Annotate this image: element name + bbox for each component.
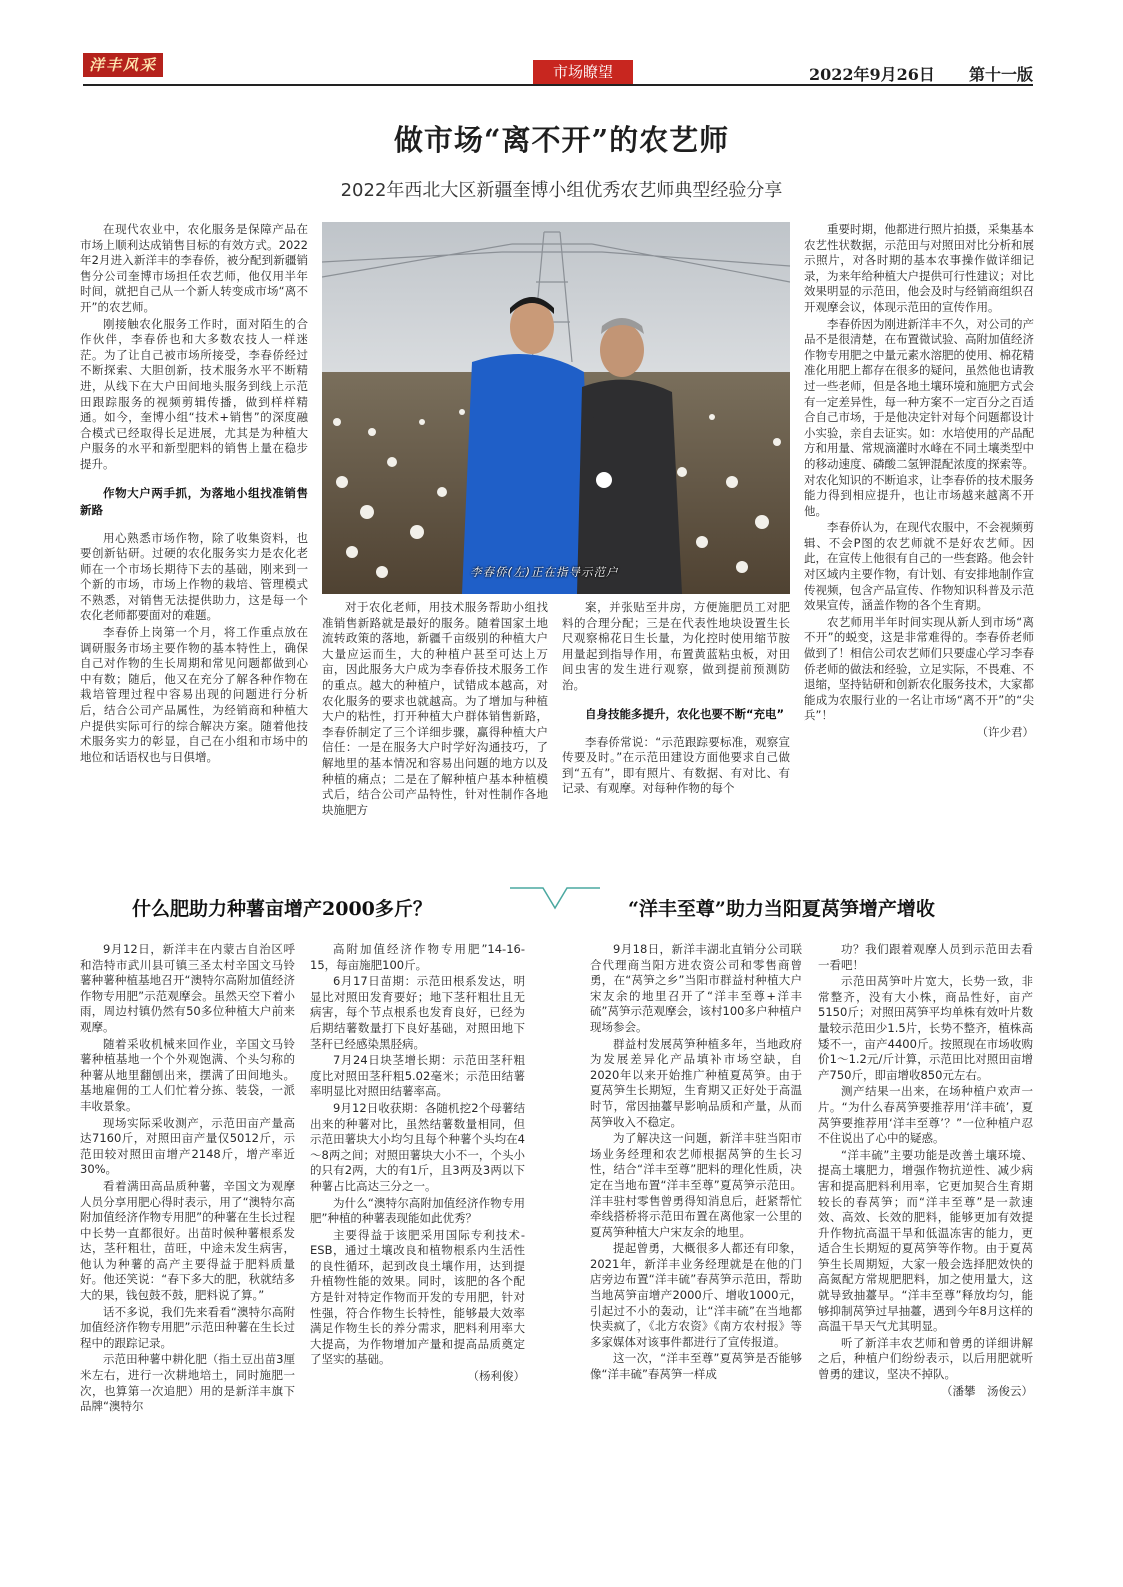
paragraph: 李春侨认为，在现代农服中，不会视频剪辑、不会P图的农艺师就不是好农艺师。因此，在宣传上他很有自己的一些套路。他会针对区域内主要作物，有计划、有安排地制作宣传视频，包含产品宣传、作物知识科普及示范效果宣传，涵盖作物的各个生育期。	[804, 520, 1034, 613]
paragraph: 6月17日苗期：示范田根系发达，明显比对照田发育要好；地下茎秆粗壮且无病害，每个节点根系也发育良好，已经为后期结薯数量打下良好基础，对照田地下茎秆已经感染黑胫病。	[310, 974, 525, 1051]
paragraph: 随着采收机械来回作业，辛国文马铃薯种植基地一个个外观饱满、个头匀称的种薯从地里翻刨出来，摆满了田间地头。基地雇佣的工人们忙着分拣、装袋，一派丰收景象。	[80, 1036, 295, 1113]
paragraph: 案，并张贴至井房，方便施肥员工对肥料的合理分配；三是在代表性地块设置生长尺观察棉花日生长量，为化控时使用缩节胺用量起到指导作用，布置黄蓝粘虫板，对田间虫害的发生进行观察，做到提前预测防治。	[562, 600, 790, 692]
paragraph: 对于农化老师，用技术服务帮助小组找准销售新路就是最好的服务。随着国家土地流转政策的落地，新疆千亩级别的种植大户大量应运而生，大的种植户甚至可达上万亩，因此服务大户成为李春侨技术服务工作的重点。越大的种植户，试错成本越高，对农化服务的要求也就越高。为了增加与种植大户的粘性，打开种植大户群体销售新路，李春侨制定了三个详细步骤，赢得种植大户信任：一是在服务大户时学好沟通技巧，了解地里的基本情况和容易出问题的地方以及种植的痛点；二是在了解种植户基本种植模式后，结合公司产品特性，针对性制作各地块施肥方	[322, 600, 548, 817]
paragraph: 听了新洋丰农艺师和曾勇的详细讲解之后，种植户们纷纷表示，以后用肥就听曾勇的建议，坚决不掉队。	[818, 1335, 1033, 1382]
paragraph: 刚接触农化服务工作时，面对陌生的合作伙伴，李春侨也和大多数农技人一样迷茫。为了让自己被市场所接受，李春侨经过不断探索、大胆创新，技术服务水平不断精进，从线下在大户田间地头服务到线上示范田跟踪服务的视频剪辑传播，做到样样精通。如今，奎博小组“技术+销售”的深度融合模式已经取得长足进展，尤其是为种植大户服务的水平和新型肥料的销售上量在稳步提升。	[80, 316, 308, 471]
main-article-subtitle: 2022年西北大区新疆奎博小组优秀农艺师典型经验分享	[340, 180, 783, 201]
article2-title: 什么肥助力种薯亩增产2000多斤？	[132, 898, 432, 920]
article3-col-2	[818, 942, 1033, 1400]
paragraph: 9月18日，新洋丰湖北直销分公司联合代理商当阳方进农资公司和零售商曾勇，在“莴笋之乡”当阳市群益村种植大户宋友余的地里召开了“洋丰至尊+洋丰硫”莴笋示范观摩会，该村100多户种植户现场参会。	[590, 942, 802, 1034]
paragraph: 高附加值经济作物专用肥”14-16-15，每亩施肥100斤。	[310, 942, 525, 972]
paragraph: 为了解决这一问题，新洋丰驻当阳市场业务经理和农艺师根据莴笋的生长习性，结合“洋丰至尊”肥料的理化性质，决定在当地布置“洋丰至尊”夏莴笋示范田。洋丰驻村零售曾勇得知消息后，赶紧帮忙牵线搭桥将示范田布置在离他家一公里的夏莴笋种植大户宋友余的地里。	[590, 1131, 802, 1239]
paragraph: 话不多说，我们先来看看“澳特尔高附加值经济作物专用肥”示范田种薯在生长过程中的跟踪记录。	[80, 1304, 295, 1350]
paragraph: 9月12日收获期：各随机挖2个母薯结出来的种薯对比，虽然结薯数量相同，但示范田薯块大小均匀且每个种薯个头均在4～8两之间；对照田薯块大小不一，个头小的只有2两，大的有1斤，且3两及3两以下种薯占比高达三分之一。	[310, 1100, 525, 1193]
paragraph: 测产结果一出来，在场种植户欢声一片。“为什么春莴笋要推荐用‘洋丰硫’，夏莴笋要推荐用‘洋丰至尊’？”一位种植户忍不住说出了心中的疑惑。	[818, 1084, 1033, 1146]
article2-col-1	[80, 942, 295, 1416]
paragraph: 现场实际采收测产，示范田亩产量高达7160斤，对照田亩产量仅5012斤，示范田较对照田亩增产2148斤，增产率近30%。	[80, 1115, 295, 1177]
paragraph: 示范田种薯中耕化肥（指土豆出苗3厘米左右，进行一次耕地培土，同时施肥一次，也算第一次追肥）用的是新洋丰旗下品牌“澳特尔	[80, 1352, 295, 1414]
photo-caption: 李春侨(左)正在指导示范户	[470, 565, 619, 579]
paragraph: 为什么“澳特尔高附加值经济作物专用肥”种植的种薯表现能如此优秀？	[310, 1195, 525, 1226]
paragraph: 9月12日，新洋丰在内蒙古自治区呼和浩特市武川县可镇三圣太村辛国文马铃薯种薯种植基地召开“澳特尔高附加值经济作物专用肥”示范观摩会。虽然天空下着小雨，周边村镇仍然有50多位种植大户前来观摩。	[80, 942, 295, 1034]
paragraph: 主要得益于该肥采用国际专利技术-ESB，通过土壤改良和植物根系内生活性的良性循环，起到改良土壤作用，达到提升植物性能的效果。同时，该肥的各个配方是针对特定作物而开发的专用肥，针对性强，符合作物生长特性，能够最大效率满足作物生长的养分需求，肥料利用率大大提高，为作物增加产量和提高品质奠定了坚实的基础。	[310, 1227, 525, 1367]
paragraph: “洋丰硫”主要功能是改善土壤环境、提高土壤肥力，增强作物抗逆性、减少病害和提高肥料利用率，它更加契合生育期较长的春莴笋；而“洋丰至尊”是一款速效、高效、长效的肥料，能够更加有效提升作物抗高温干旱和低温冻害的能力，更适合生长期短的夏莴笋等作物。由于夏莴笋生长周期短，大家一般会选择肥效快的高氮配方常规肥肥料，加之使用量大，这就导致抽薹早。“洋丰至尊”释放均匀，能够抑制莴笋过早抽薹，遇到今年8月这样的高温干旱天气尤其明显。	[818, 1147, 1033, 1334]
paragraph: 提起曾勇，大概很多人都还有印象，2021年，新洋丰业务经理就是在他的门店旁边布置“洋丰硫”春莴笋示范田，帮助当地莴笋亩增产2000斤、增收1000元，引起过不小的轰动，让“洋丰硫”在当地都快卖疯了，《北方农资》《南方农村报》等多家媒体对该事件都进行了宣传报道。	[590, 1241, 802, 1349]
page-number: 第十一版	[968, 65, 1033, 84]
paragraph: 看着满田高品质种薯，辛国文为观摩人员分享用肥心得时表示，用了“澳特尔高附加值经济作物专用肥”的种薯在生长过程中长势一直都很好。出苗时候种薯根系发达，茎秆粗壮，苗旺，中途未发生病害，他认为种薯的高产主要得益于肥料质量好。他还笑说：“春下多大的肥，秋就结多大的果，钱包鼓不鼓，肥料说了算。”	[80, 1178, 295, 1303]
section-subhead: 自身技能多提升，农化也要不断“充电”	[585, 706, 785, 721]
article3-col-1	[590, 942, 802, 1384]
section-subhead: 作物大户两手抓，为落地小组找准销售新路	[80, 485, 308, 517]
article2-col-2	[310, 942, 525, 1386]
paragraph: 在现代农业中，农化服务是保障产品在市场上顺利达成销售目标的有效方式。2022年2月进入新洋丰的李春侨，被分配到新疆销售分公司奎博市场担任农艺师，他仅用半年时间，就把自己从一个新人转变成市场“离不开”的农艺师。	[80, 222, 308, 314]
paragraph: 用心熟悉市场作物，除了收集资料，也要创新钻研。过硬的农化服务实力是农化老师在一个市场长期待下去的基础，刚来到一个新的市场，市场上作物的栽培、管理模式不熟悉，对销售无法提供助力，这是每一个农化老师都要面对的难题。	[80, 530, 308, 623]
masthead	[83, 52, 1033, 86]
main-col-4	[804, 222, 1034, 742]
paragraph: 李春侨常说：“示范跟踪要标准，观察宣传要及时。”在示范田建设方面他要求自己做到“五有”，即有照片、有数据、有对比、有记录、有观摩。对每种作物的每个	[562, 734, 790, 796]
author-byline: （潘攀 汤俊云）	[941, 1383, 1033, 1398]
main-col-3	[562, 600, 790, 798]
paragraph: 李春侨因为刚进新洋丰不久，对公司的产品不是很清楚，在布置微试验、高附加值经济作物专用肥之中量元素水溶肥的使用、棉花精准化用肥上都存在很多的疑问，虽然他也请教过一些老师，但是各地土壤环境和施肥方式会有一定差异性，每一种方案不一定百分之百适合自己市场，于是他决定针对每个问题都设计小实验，亲自去证实。如：水培使用的产品配方和用量、常规滴灌时水峰在不同土壤类型中的移动速度、磷酸二氢钾混配浓度的探索等。对农化知识的不断追求，让李春侨的技术服务能力得到相应提升，也让市场越来越离不开他。	[804, 316, 1034, 518]
paragraph: 农艺师用半年时间实现从新人到市场“离不开”的蜕变，这是非常难得的。李春侨老师做到了！相信公司农艺师们只要虚心学习李春侨老师的做法和经验，立足实际，不畏难、不退缩，坚持钻研和创新农化服务技术，大家都能成为农服行业的一名让市场“离不开”的“尖兵”！	[804, 614, 1034, 723]
paragraph: 示范田莴笋叶片宽大，长势一致，非常整齐，没有大小株，商品性好，亩产5150斤；对照田莴笋平均单株有效叶片数量较示范田少1.5片，长势不整齐，植株高矮不一，亩产4400斤。按照现在市场收购价1～1.2元/斤计算，示范田比对照田亩增产750斤，即亩增收850元左右。	[818, 974, 1033, 1082]
section-label: 市场瞭望	[533, 60, 633, 84]
issue-date: 2022年9月26日	[809, 65, 935, 84]
newspaper-logo: 洋丰风采	[83, 53, 163, 77]
main-article-title: 做市场“离不开”的农艺师	[393, 123, 730, 157]
paragraph: 功？我们跟着观摩人员到示范田去看一看吧！	[818, 942, 1033, 972]
paragraph: 李春侨上岗第一个月，将工作重点放在调研服务市场主要作物的基本特性上，确保自己对作物的生长周期和常见问题都做到心中有数；随后，他又在充分了解各种作物在栽培管理过程中容易出现的问题进行分析后，结合公司产品属性，为经销商和种植大户提供实际可行的综合解决方案。随着他技术服务实力的彰显，自己在小组和市场中的地位和话语权也与日俱增。	[80, 625, 308, 764]
article3-title: “洋丰至尊”助力当阳夏莴笋增产增收	[628, 898, 935, 920]
author-byline: （杨利俊）	[467, 1369, 525, 1384]
cotton-field-photo	[322, 222, 790, 594]
paragraph: 群益村发展莴笋种植多年，当地政府为发展差异化产品填补市场空缺，自2020年以来开始推广种植夏莴笋。由于夏莴笋生长期短，生育期又正好处于高温时节，常因抽薹早影响品质和产量，从而莴笋收入不稳定。	[590, 1036, 802, 1129]
field-photo	[322, 222, 790, 594]
author-byline: （许少君）	[976, 725, 1034, 739]
main-col-1	[80, 222, 308, 766]
main-col-2	[322, 600, 548, 819]
paragraph: 重要时期，他都进行照片拍摄，采集基本农艺性状数据，示范田与对照田对比分析和展示照片，对各时期的基本农事操作做详细记录，为来年给种植大户提供可行性建议；对比效果明显的示范田，他会及时与经销商组织召开观摩会议，体现示范田的宣传作用。	[804, 222, 1034, 314]
paragraph: 7月24日块茎增长期：示范田茎秆粗度比对照田茎秆粗5.02毫米；示范田结薯率明显比对照田结薯率高。	[310, 1053, 525, 1099]
paragraph: 这一次，“洋丰至尊”夏莴笋是否能够像“洋丰硫”春莴笋一样成	[590, 1351, 802, 1382]
